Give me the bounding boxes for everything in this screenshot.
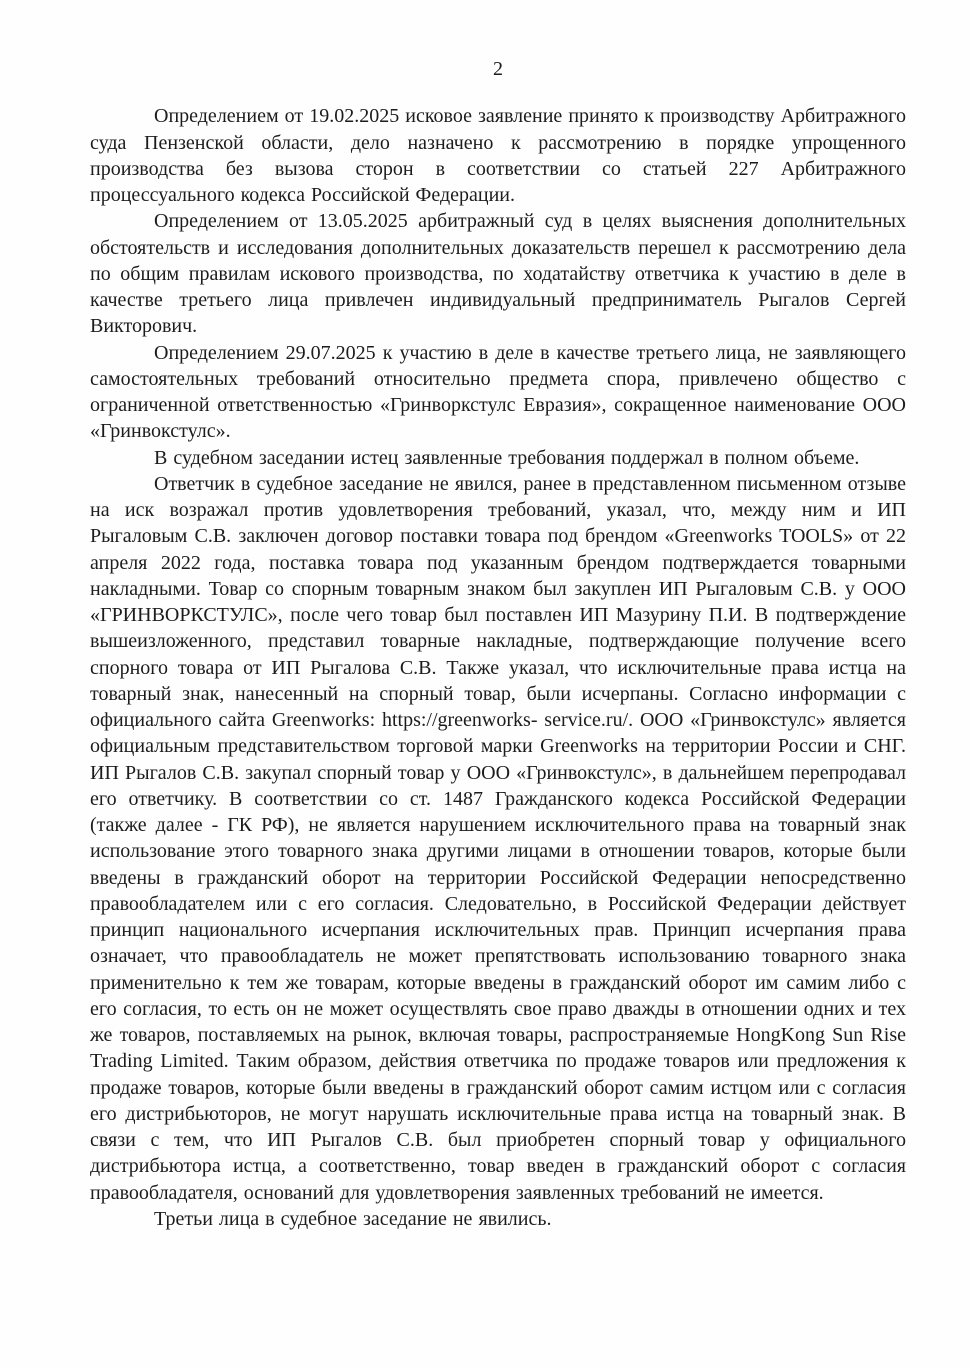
paragraph-ruling-13-05-2025: Определением от 13.05.2025 арбитражный суд в целях выяснения дополнительных обстоятельств и исследования дополнительных доказательств перешел к рассмотрению дела по общим правилам искового производства, по ходатайству ответчика к участию в деле в качестве третьего лица привлечен индивидуальный предприниматель Рыгалов Сергей Викторович. [90,210,906,338]
paragraph-third-parties: Третьи лица в судебное заседание не явились. [154,1207,552,1230]
paragraph-defendant-position: Ответчик в судебное заседание не явился, ранее в представленном письменном отзыве на иск возражал против удовлетворения требований, указал, что, между ним и ИП Рыгаловым С.В. заключен договор поставки товара под брендом «Greenworks TOOLS» от 22 апреля 2022 года, поставка товара под указанным брендом подтверждается товарными накладными. Товар со спорным товарным знаком был закуплен ИП Рыгаловым С.В. у ООО «ГРИНВОРКСТУЛС», после чего товар был поставлен ИП Мазурину П.И. В подтверждение вышеизложенного, представил товарные накладные, подтверждающие получение всего спорного товара от ИП Рыгалова С.В. Также указал, что исключительные права истца на товарный знак, нанесенный на спорный товар, были исчерпаны. Согласно информации с официального сайта Greenworks: https://greenworks- service.ru/. ООО «Гринвокстулс» является официальным представительством торговой марки Greenworks на территории России и СНГ. ИП Рыгалов С.В. закупал спорный товар у ООО «Гринвокстулс», в дальнейшем перепродавал его ответчику. В соответствии со ст. 1487 Гражданского кодекса Российской Федерации (также далее - ГК РФ), не является нарушением исключительного права на товарный знак использование этого товарного знака другими лицами в отношении товаров, которые были введены в гражданский оборот на территории Российской Федерации непосредственно правообладателем или с его согласия. Следовательно, в Российской Федерации действует принцип национального исчерпания исключительных прав. Принцип исчерпания права означает, что правообладатель не может препятствовать использованию товарного знака применительно к тем же товарам, которые введены в гражданский оборот им самим либо с его согласия, то есть он не может осуществлять свое право дважды в отношении одних и тех же товаров, поставляемых на рынок, включая товары, распространяемые HongKong Sun Rise Trading Limited. Таким образом, действия ответчика по продаже товаров или предложения к продаже товаров, которые были введены в гражданский оборот самим истцом или с согласия его дистрибьюторов, не могут нарушать исключительные права истца на товарный знак. В связи с тем, что ИП Рыгалов С.В. был приобретен спорный товар у официального дистрибьютора истца, а соответственно, товар введен в гражданский оборот с согласия правообладателя, оснований для удовлетворения заявленных требований не имеется. [90,472,906,1204]
document-body [90,103,906,1232]
paragraph-ruling-29-07-2025: Определением 29.07.2025 к участию в деле в качестве третьего лица, не заявляющего самостоятельных требований относительно предмета спора, привлечено общество с ограниченной ответственностью «Гринворкстулс Евразия», сокращенное наименование ООО «Гринвокстулс». [90,341,906,443]
paragraph-plaintiff-position: В судебном заседании истец заявленные требования поддержал в полном объеме. [154,446,860,469]
page-number: 2 [493,58,503,80]
paragraph-ruling-19-02-2025: Определением от 19.02.2025 исковое заявление принято к производству Арбитражного суда Пензенской области, дело назначено к рассмотрению в порядке упрощенного производства без вызова сторон в соответствии со статьей 227 Арбитражного процессуального кодекса Российской Федерации. [90,105,906,206]
